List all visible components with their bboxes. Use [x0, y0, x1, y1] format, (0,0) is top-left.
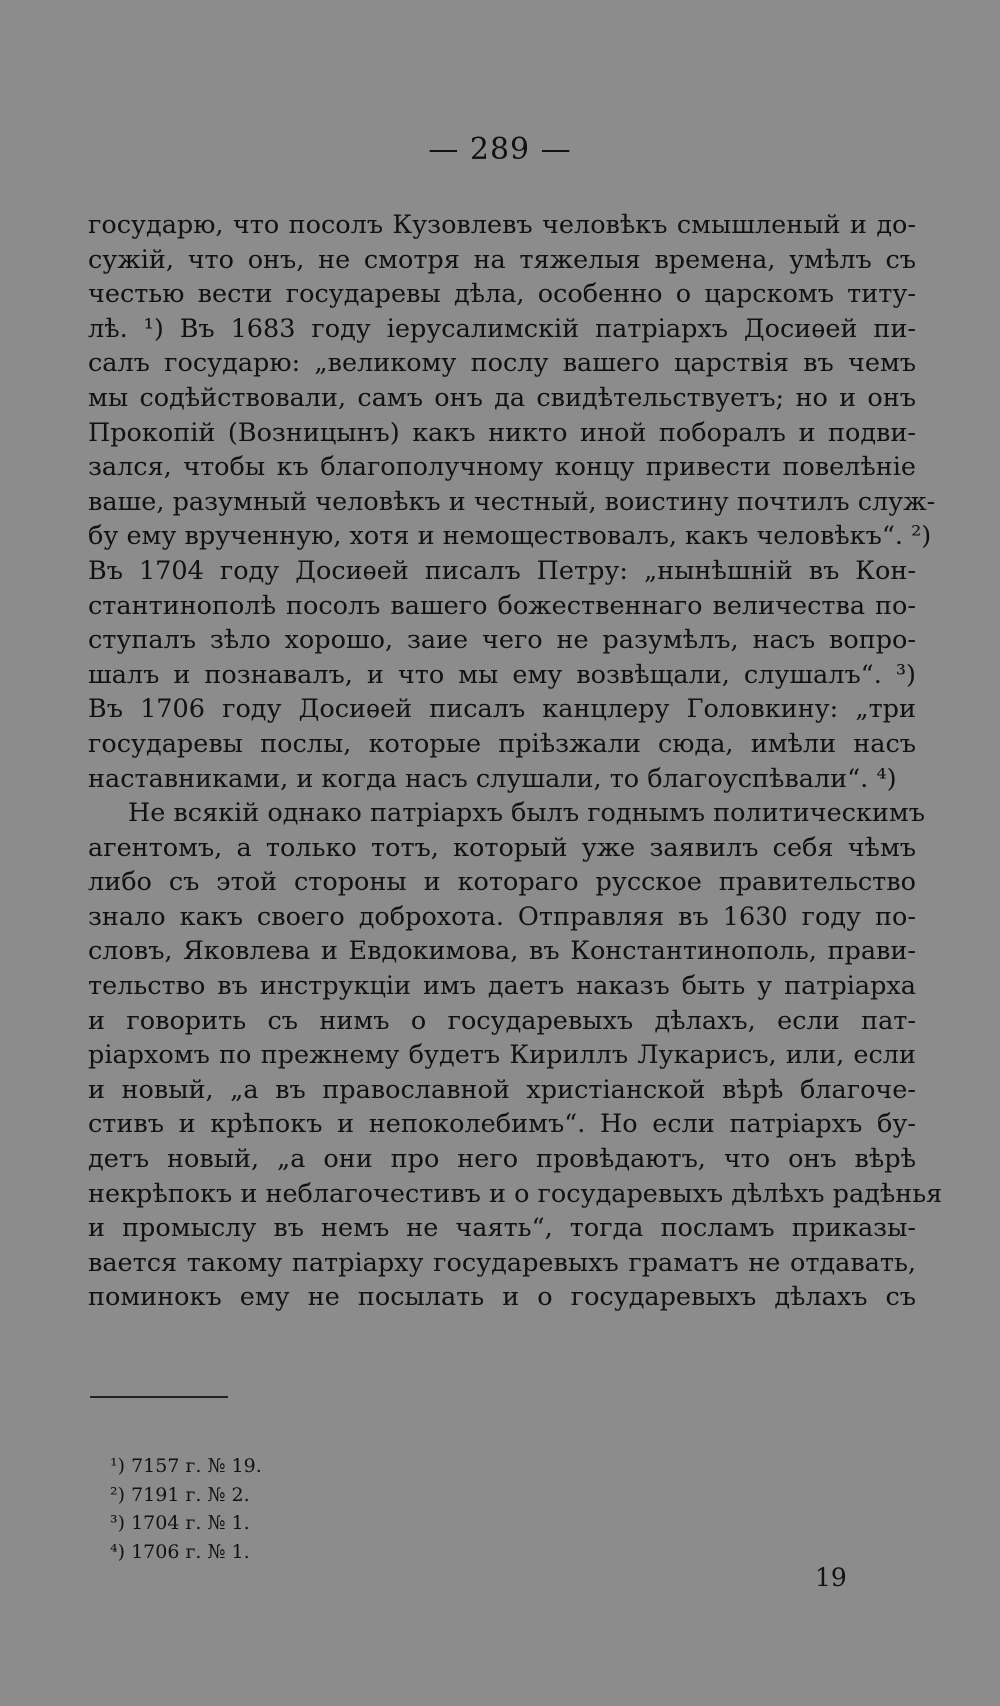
text-line: наставниками, и когда насъ слушали, то благоуспѣвали“. ⁴)	[88, 763, 897, 794]
text-line: и промыслу въ немъ не чаять“, тогда посламъ приказы-	[88, 1213, 916, 1244]
footnote: ¹) 7157 г. № 19.	[110, 1455, 262, 1477]
text-line: Прокопій (Возницынъ) какъ никто иной поборалъ и подви-	[88, 417, 916, 448]
text-line: честью вести государевы дѣла, особенно о царскомъ титу-	[88, 279, 916, 310]
text-line: и новый, „а въ православной христіанской вѣрѣ благоче-	[88, 1074, 916, 1105]
text-line: ступалъ зѣло хорошо, заие чего не разумѣлъ, насъ вопро-	[88, 625, 916, 656]
text-line: мы содѣйствовали, самъ онъ да свидѣтельствуетъ; но и онъ	[88, 382, 916, 413]
text-line: вается такому патріарху государевыхъ граматъ не отдавать,	[88, 1247, 916, 1278]
text-line: некрѣпокъ и неблагочестивъ и о государевыхъ дѣлѣхъ радѣнья	[88, 1178, 943, 1209]
text-line: Въ 1706 году Досиѳей писалъ канцлеру Головкину: „три	[88, 694, 916, 725]
text-line: детъ новый, „а они про него провѣдаютъ, что онъ вѣрѣ	[88, 1144, 916, 1175]
text-line: бу ему врученную, хотя и немоществовалъ, какъ человѣкъ“. ²)	[88, 521, 932, 552]
text-line: сужій, что онъ, не смотря на тяжелыя времена, умѣлъ съ	[88, 244, 916, 275]
text-line: поминокъ ему не посылать и о государевыхъ дѣлахъ съ	[88, 1282, 916, 1313]
text-line: шалъ и познавалъ, и что мы ему возвѣщали, слушалъ“. ³)	[88, 659, 916, 690]
signature-mark: 19	[815, 1563, 847, 1592]
text-line: лѣ. ¹) Въ 1683 году іерусалимскій патріархъ Досиѳей пи-	[88, 313, 916, 344]
footnotes	[110, 1452, 262, 1566]
page-number: — 289 —	[428, 132, 572, 167]
text-line: тельство въ инструкціи имъ даетъ наказъ быть у патріарха	[88, 971, 916, 1002]
text-line: либо съ этой стороны и котораго русское правительство	[88, 867, 916, 898]
text-line: салъ государю: „великому послу вашего царствія въ чемъ	[88, 348, 916, 379]
footnote: ⁴) 1706 г. № 1.	[110, 1540, 250, 1563]
text-line: Въ 1704 году Досиѳей писалъ Петру: „нынѣшній въ Кон-	[88, 555, 916, 586]
footnote: ²) 7191 г. № 2.	[110, 1483, 250, 1506]
body-text	[88, 208, 943, 1315]
footnote: ³) 1704 г. № 1.	[110, 1512, 250, 1534]
text-line: и говорить съ нимъ о государевыхъ дѣлахъ, если пат-	[88, 1005, 916, 1036]
text-line: агентомъ, а только тотъ, который уже заявилъ себя чѣмъ	[88, 832, 916, 863]
footnote-separator	[90, 1396, 228, 1398]
paragraph-start-line: Не всякій однако патріархъ былъ годнымъ политическимъ	[128, 798, 925, 829]
text-line: ріархомъ по прежнему будетъ Кириллъ Лукарисъ, или, если	[88, 1040, 916, 1071]
text-line: государевы послы, которые пріѣзжали сюда, имѣли насъ	[88, 728, 916, 759]
text-line: зался, чтобы къ благополучному концу привести повелѣніе	[88, 452, 916, 483]
text-line: словъ, Яковлева и Евдокимова, въ Константинополь, прави-	[88, 936, 916, 967]
text-line: государю, что посолъ Кузовлевъ человѣкъ смышленый и до-	[88, 210, 916, 240]
text-line: ваше, разумный человѣкъ и честный, воистину почтилъ служ-	[88, 486, 936, 517]
text-line: стантинополѣ посолъ вашего божественнаго величества по-	[88, 590, 916, 621]
text-line: стивъ и крѣпокъ и непоколебимъ“. Но если патріархъ бу-	[88, 1109, 916, 1140]
text-line: знало какъ своего доброхота. Отправляя въ 1630 году по-	[88, 901, 916, 932]
